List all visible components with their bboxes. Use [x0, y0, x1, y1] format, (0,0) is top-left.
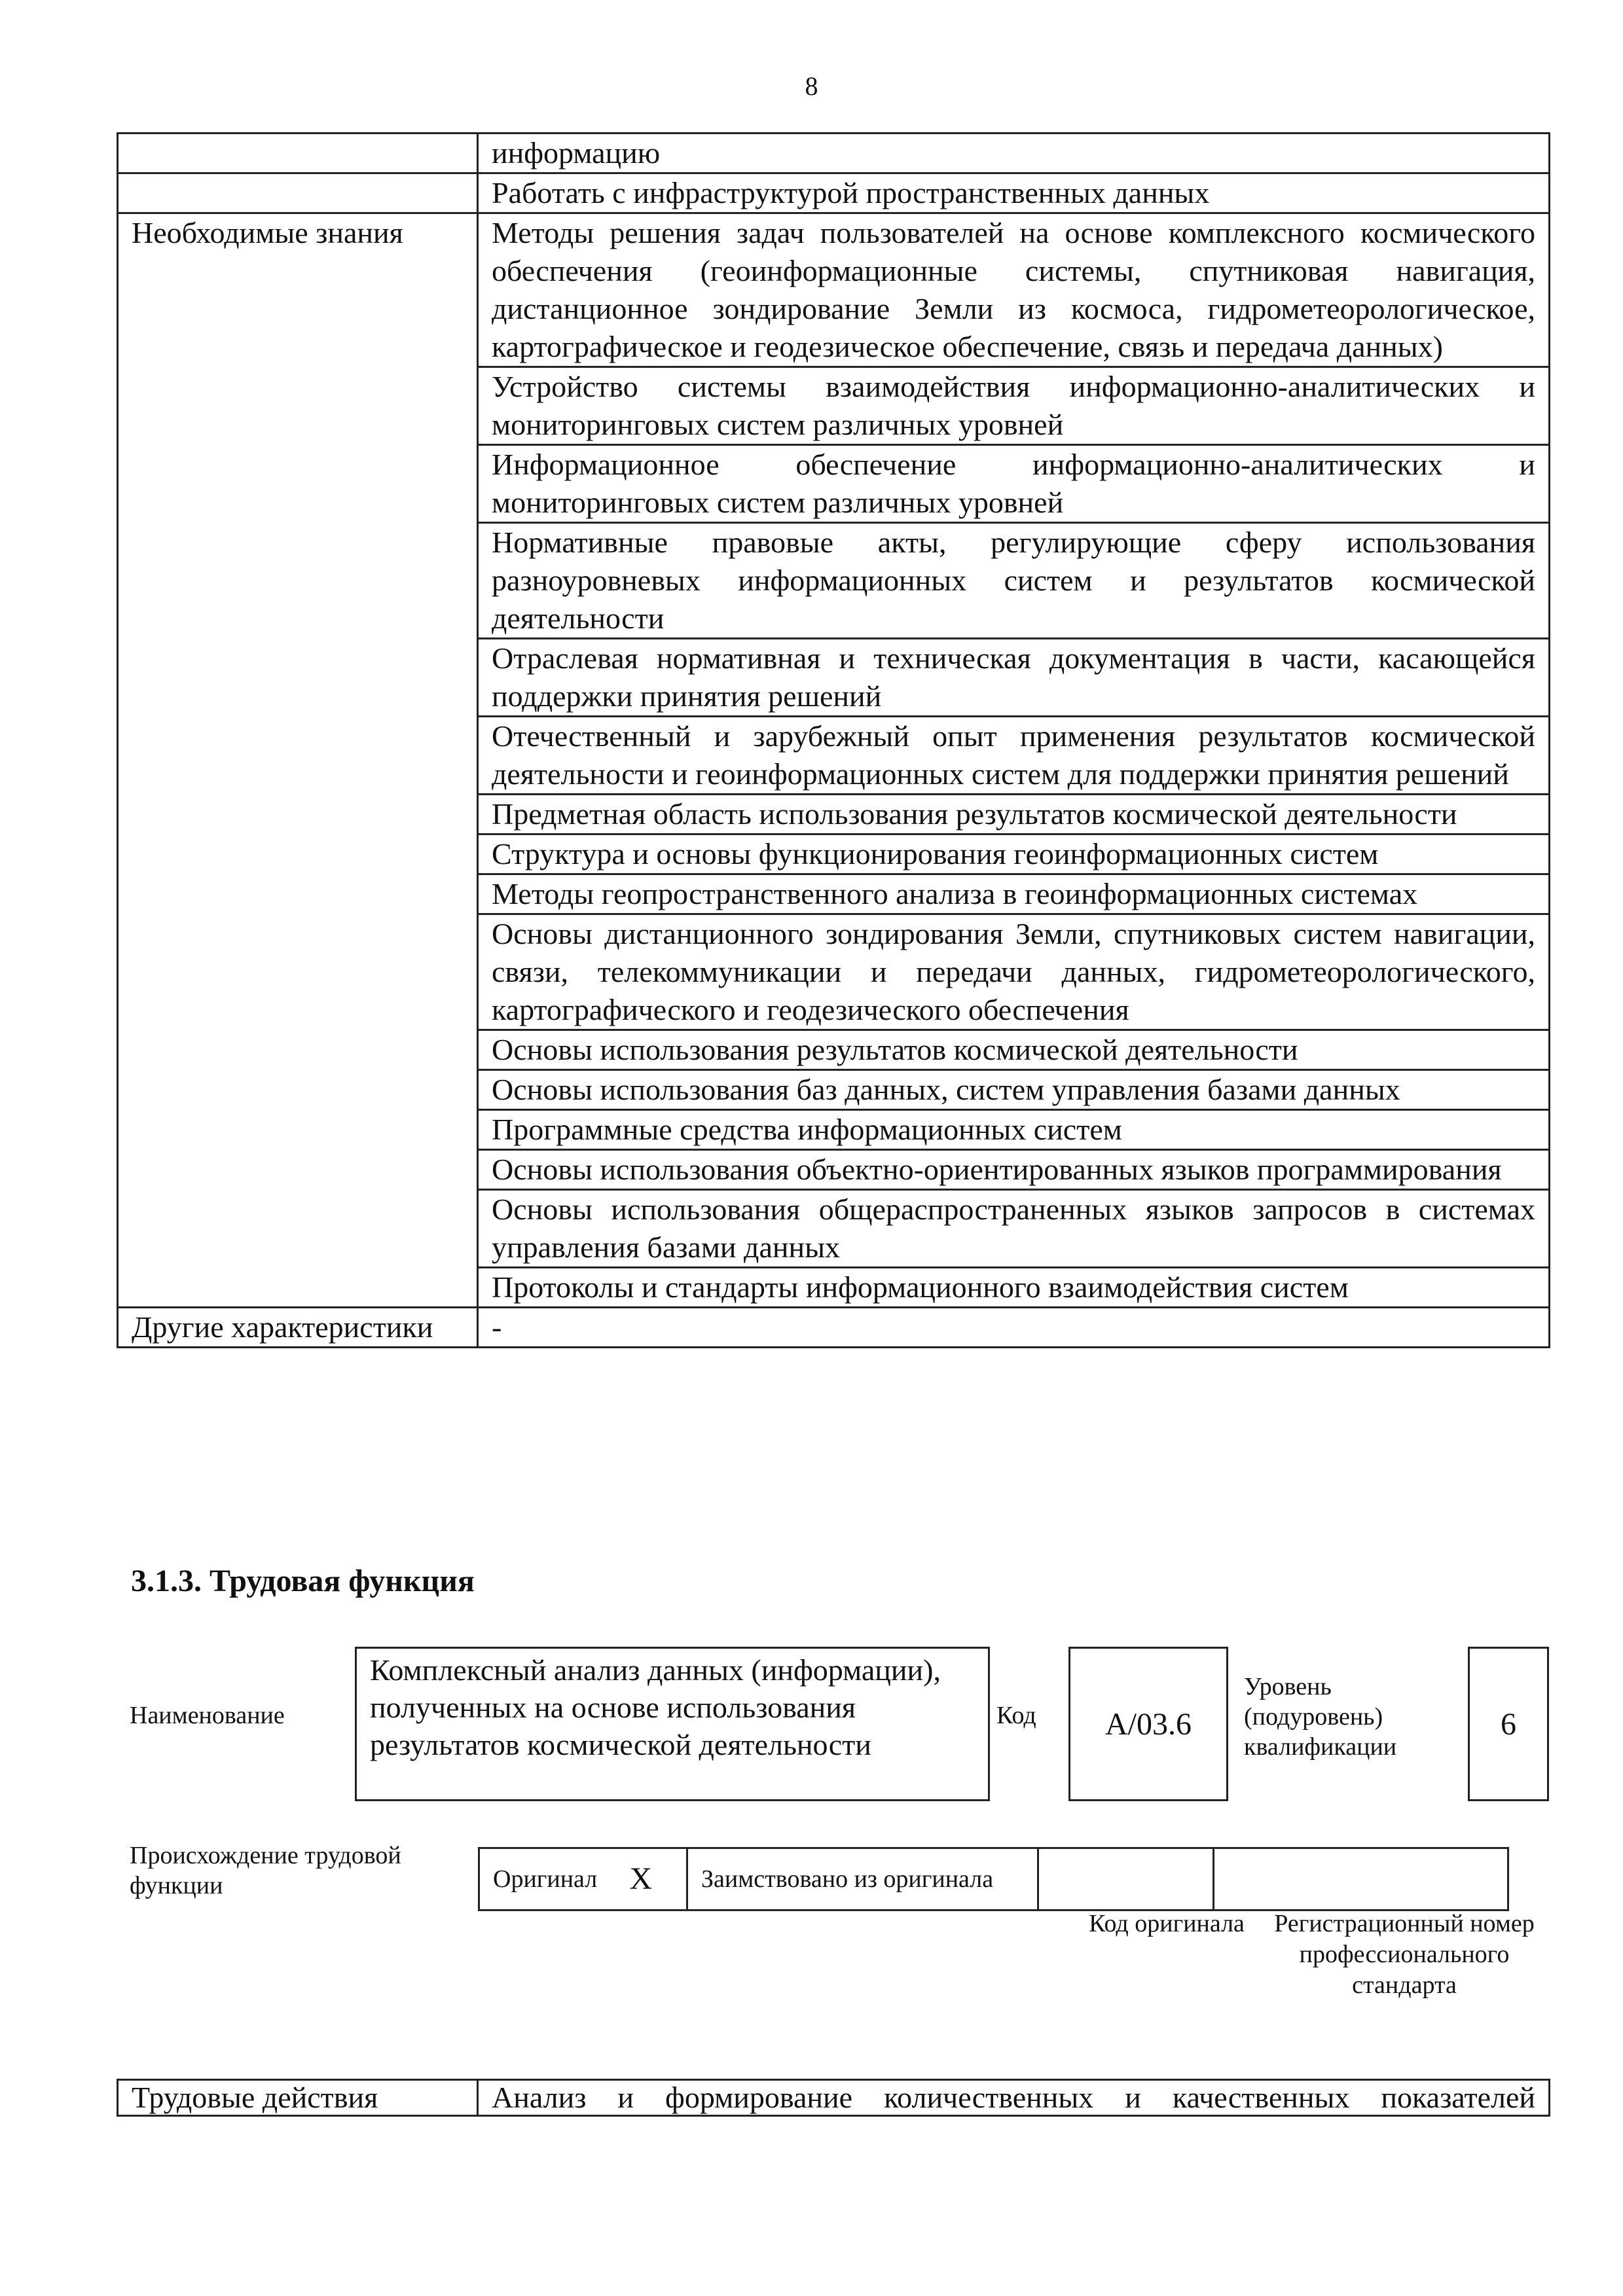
other-label: Другие характеристики — [118, 1308, 478, 1348]
original-mark: X — [630, 1848, 687, 1910]
labor-actions-value: Анализ и формирование количественных и качественных показателей — [478, 2080, 1550, 2116]
borrowed-label: Заимствовано из оригинала — [687, 1848, 1038, 1910]
origin-table — [478, 1847, 1509, 1911]
table-row — [118, 173, 1550, 213]
knowledge-item: Методы решения задач пользователей на основе комплексного космического обеспечения (геоинформационные системы, спутниковая навигация, дистанционное зондирование Земли из космоса, гидрометеорологическое, картографическое и геодезическое обеспечение, связь и передача данных) — [478, 213, 1550, 367]
table-row — [118, 1308, 1550, 1348]
knowledge-item: Основы использования результатов космической деятельности — [478, 1030, 1550, 1070]
skill-cell: информацию — [478, 134, 1550, 173]
table-row — [118, 213, 1550, 367]
knowledge-item: Устройство системы взаимодействия информационно-аналитических и мониторинговых систем различных уровней — [478, 367, 1550, 445]
original-label: Оригинал — [479, 1848, 630, 1910]
knowledge-item: Протоколы и стандарты информационного взаимодействия систем — [478, 1268, 1550, 1308]
knowledge-item: Программные средства информационных систем — [478, 1110, 1550, 1150]
other-value: - — [478, 1308, 1550, 1348]
knowledge-item: Основы использования объектно-ориентированных языков программирования — [478, 1150, 1550, 1190]
table-row — [118, 134, 1550, 173]
labor-actions-label: Трудовые действия — [118, 2080, 478, 2116]
origin-label: Происхождение трудовой функции — [130, 1842, 401, 1899]
original-code-caption: Код оригинала — [1089, 1910, 1245, 1937]
knowledge-item: Отечественный и зарубежный опыт применения результатов космической деятельности и геоинформационных систем для поддержки принятия решений — [478, 717, 1550, 795]
original-code-cell — [1038, 1848, 1214, 1910]
registration-number-caption: Регистрационный номер профессионального стандарта — [1274, 1910, 1535, 1999]
code-value-box: А/03.6 — [1068, 1647, 1228, 1801]
code-label: Код — [996, 1702, 1036, 1729]
page-number: 8 — [805, 71, 818, 101]
knowledge-item: Основы использования баз данных, систем управления базами данных — [478, 1070, 1550, 1110]
registration-number-cell — [1214, 1848, 1508, 1910]
section-title: 3.1.3. Трудовая функция — [131, 1564, 475, 1598]
function-name-box: Комплексный анализ данных (информации), полученных на основе использования результатов космической деятельности — [355, 1647, 990, 1801]
table-row — [118, 2080, 1550, 2116]
level-value-box: 6 — [1468, 1647, 1549, 1801]
skill-cell: Работать с инфраструктурой пространственных данных — [478, 173, 1550, 213]
name-label: Наименование — [130, 1702, 285, 1729]
knowledge-item: Основы дистанционного зондирования Земли, спутниковых систем навигации, связи, телекоммуникации и передачи данных, гидрометеорологического, картографического и геодезического обеспечения — [478, 914, 1550, 1030]
knowledge-item: Отраслевая нормативная и техническая документация в части, касающейся поддержки принятия решений — [478, 639, 1550, 717]
knowledge-label: Необходимые знания — [118, 213, 478, 1308]
knowledge-table — [117, 132, 1550, 1348]
labor-actions-table — [117, 2079, 1550, 2117]
knowledge-item: Структура и основы функционирования геоинформационных систем — [478, 834, 1550, 874]
knowledge-item: Методы геопространственного анализа в геоинформационных системах — [478, 874, 1550, 914]
level-label: Уровень (подуровень) квалификации — [1244, 1673, 1397, 1761]
knowledge-item: Нормативные правовые акты, регулирующие сферу использования разноуровневых информационных систем и результатов космической деятельности — [478, 523, 1550, 639]
table-row — [479, 1848, 1508, 1910]
knowledge-item: Предметная область использования результатов космической деятельности — [478, 795, 1550, 834]
knowledge-item: Информационное обеспечение информационно-аналитических и мониторинговых систем различных уровней — [478, 445, 1550, 523]
knowledge-item: Основы использования общераспространенных языков запросов в системах управления базами данных — [478, 1190, 1550, 1268]
